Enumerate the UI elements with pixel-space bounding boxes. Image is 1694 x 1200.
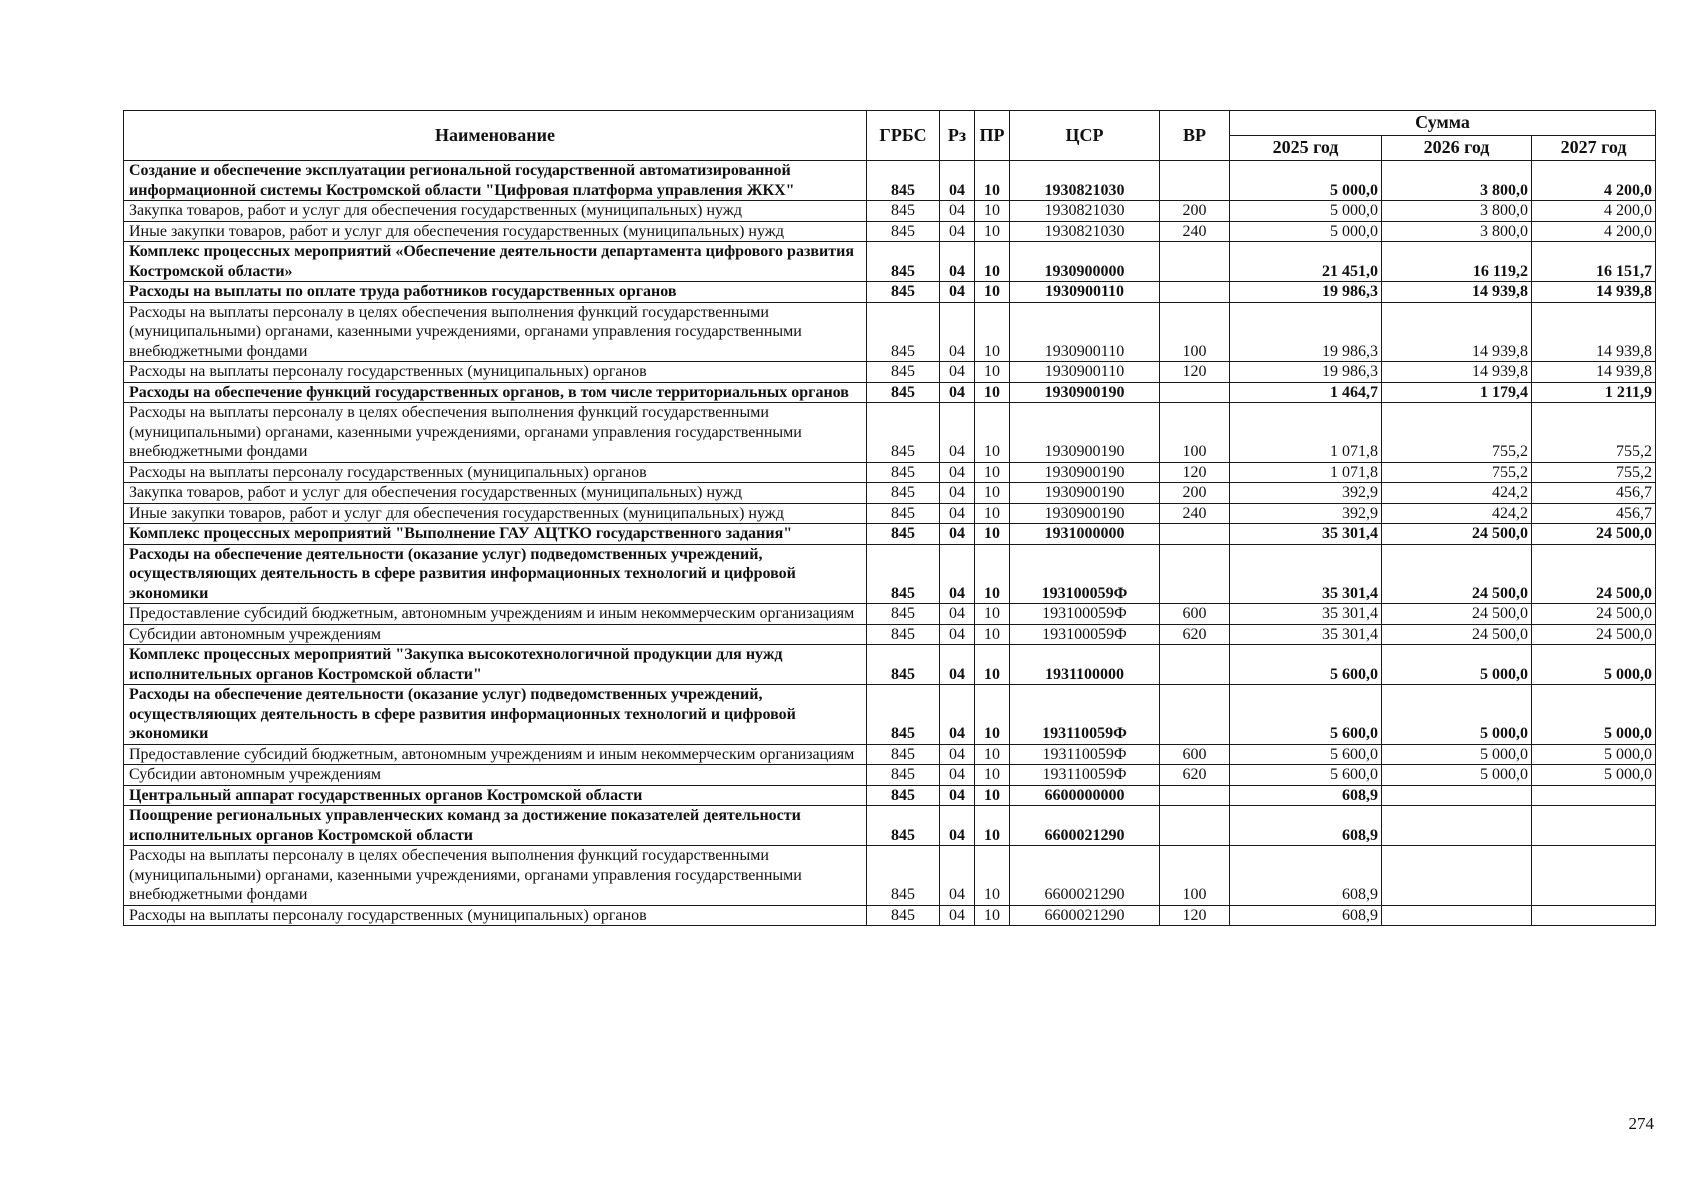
- cell-rz: 04: [940, 604, 975, 625]
- cell-sum-2026: [1382, 806, 1532, 846]
- cell-sum-2026: 3 800,0: [1382, 161, 1532, 201]
- cell-csr: 1930821030: [1010, 161, 1160, 201]
- cell-grbs: 845: [867, 382, 940, 403]
- cell-pr: 10: [975, 362, 1010, 383]
- cell-sum-2025: 392,9: [1230, 483, 1382, 504]
- cell-csr: 193100059Ф: [1010, 544, 1160, 604]
- cell-vr: [1160, 785, 1230, 806]
- cell-vr: 600: [1160, 744, 1230, 765]
- cell-rz: 04: [940, 382, 975, 403]
- cell-sum-2025: 392,9: [1230, 503, 1382, 524]
- cell-name: Расходы на обеспечение деятельности (оказание услуг) подведомственных учреждений, осуществляющих деятельность в сфере развития информационных технологий и цифровой экономики: [124, 685, 867, 745]
- cell-pr: 10: [975, 242, 1010, 282]
- table-row: [124, 765, 1656, 786]
- cell-rz: 04: [940, 161, 975, 201]
- cell-sum-2026: 755,2: [1382, 403, 1532, 463]
- cell-rz: 04: [940, 302, 975, 362]
- cell-vr: [1160, 161, 1230, 201]
- cell-csr: 1930900190: [1010, 503, 1160, 524]
- cell-sum-2027: 24 500,0: [1532, 524, 1656, 545]
- cell-sum-2026: 24 500,0: [1382, 524, 1532, 545]
- cell-rz: 04: [940, 362, 975, 383]
- cell-grbs: 845: [867, 744, 940, 765]
- table-row: [124, 362, 1656, 383]
- cell-rz: 04: [940, 785, 975, 806]
- cell-sum-2027: [1532, 846, 1656, 906]
- cell-vr: 100: [1160, 302, 1230, 362]
- cell-sum-2027: 5 000,0: [1532, 685, 1656, 745]
- header-pr: ПР: [975, 111, 1010, 161]
- cell-grbs: 845: [867, 483, 940, 504]
- cell-sum-2025: 5 600,0: [1230, 645, 1382, 685]
- table-row: [124, 302, 1656, 362]
- cell-rz: 04: [940, 201, 975, 222]
- cell-sum-2026: [1382, 846, 1532, 906]
- cell-grbs: 845: [867, 462, 940, 483]
- cell-pr: 10: [975, 624, 1010, 645]
- cell-csr: 1930900190: [1010, 403, 1160, 463]
- cell-vr: 120: [1160, 462, 1230, 483]
- cell-vr: 100: [1160, 403, 1230, 463]
- cell-grbs: 845: [867, 645, 940, 685]
- cell-sum-2026: 14 939,8: [1382, 362, 1532, 383]
- cell-sum-2027: 5 000,0: [1532, 744, 1656, 765]
- cell-name: Поощрение региональных управленческих команд за достижение показателей деятельности исполнительных органов Костромской области: [124, 806, 867, 846]
- cell-grbs: 845: [867, 785, 940, 806]
- cell-pr: 10: [975, 382, 1010, 403]
- header-grbs: ГРБС: [867, 111, 940, 161]
- cell-csr: 1930821030: [1010, 221, 1160, 242]
- cell-rz: 04: [940, 524, 975, 545]
- cell-csr: 1931100000: [1010, 645, 1160, 685]
- cell-csr: 1930900110: [1010, 282, 1160, 303]
- cell-pr: 10: [975, 503, 1010, 524]
- cell-name: Предоставление субсидий бюджетным, автономным учреждениям и иным некоммерческим организациям: [124, 744, 867, 765]
- header-vr: ВР: [1160, 111, 1230, 161]
- cell-sum-2025: 1 071,8: [1230, 462, 1382, 483]
- cell-vr: 120: [1160, 362, 1230, 383]
- cell-name: Комплекс процессных мероприятий «Обеспечение деятельности департамента цифрового развития Костромской области»: [124, 242, 867, 282]
- cell-vr: [1160, 282, 1230, 303]
- cell-pr: 10: [975, 645, 1010, 685]
- cell-sum-2027: 24 500,0: [1532, 544, 1656, 604]
- cell-name: Иные закупки товаров, работ и услуг для обеспечения государственных (муниципальных) нужд: [124, 503, 867, 524]
- cell-sum-2026: [1382, 905, 1532, 926]
- cell-csr: 1931000000: [1010, 524, 1160, 545]
- cell-grbs: 845: [867, 806, 940, 846]
- cell-csr: 1930900190: [1010, 462, 1160, 483]
- cell-sum-2025: 5 000,0: [1230, 201, 1382, 222]
- cell-sum-2026: 14 939,8: [1382, 302, 1532, 362]
- table-row: [124, 785, 1656, 806]
- cell-rz: 04: [940, 806, 975, 846]
- cell-csr: 6600021290: [1010, 806, 1160, 846]
- cell-sum-2025: 21 451,0: [1230, 242, 1382, 282]
- cell-vr: 120: [1160, 905, 1230, 926]
- cell-pr: 10: [975, 302, 1010, 362]
- cell-name: Центральный аппарат государственных органов Костромской области: [124, 785, 867, 806]
- cell-sum-2027: [1532, 806, 1656, 846]
- cell-sum-2026: 16 119,2: [1382, 242, 1532, 282]
- table-row: [124, 645, 1656, 685]
- cell-sum-2025: 1 464,7: [1230, 382, 1382, 403]
- cell-sum-2027: 456,7: [1532, 503, 1656, 524]
- cell-name: Закупка товаров, работ и услуг для обеспечения государственных (муниципальных) нужд: [124, 201, 867, 222]
- cell-sum-2026: 755,2: [1382, 462, 1532, 483]
- cell-sum-2027: 755,2: [1532, 403, 1656, 463]
- table-row: [124, 282, 1656, 303]
- cell-sum-2025: 5 000,0: [1230, 221, 1382, 242]
- budget-table: [123, 110, 1656, 926]
- cell-rz: 04: [940, 685, 975, 745]
- cell-csr: 6600000000: [1010, 785, 1160, 806]
- header-rz: Рз: [940, 111, 975, 161]
- cell-sum-2025: 19 986,3: [1230, 362, 1382, 383]
- cell-sum-2027: 5 000,0: [1532, 765, 1656, 786]
- cell-rz: 04: [940, 765, 975, 786]
- cell-name: Иные закупки товаров, работ и услуг для обеспечения государственных (муниципальных) нужд: [124, 221, 867, 242]
- cell-csr: 193110059Ф: [1010, 765, 1160, 786]
- cell-sum-2027: 456,7: [1532, 483, 1656, 504]
- cell-grbs: 845: [867, 161, 940, 201]
- cell-csr: 193100059Ф: [1010, 604, 1160, 625]
- table-row: [124, 685, 1656, 745]
- cell-csr: 6600021290: [1010, 846, 1160, 906]
- cell-csr: 6600021290: [1010, 905, 1160, 926]
- cell-sum-2026: 424,2: [1382, 503, 1532, 524]
- cell-sum-2025: 35 301,4: [1230, 624, 1382, 645]
- cell-name: Расходы на обеспечение деятельности (оказание услуг) подведомственных учреждений, осуществляющих деятельность в сфере развития информационных технологий и цифровой экономики: [124, 544, 867, 604]
- cell-name: Создание и обеспечение эксплуатации региональной государственной автоматизированной информационной системы Костромской области "Цифровая платформа управления ЖКХ": [124, 161, 867, 201]
- cell-grbs: 845: [867, 905, 940, 926]
- cell-vr: 620: [1160, 765, 1230, 786]
- cell-pr: 10: [975, 685, 1010, 745]
- cell-sum-2026: 3 800,0: [1382, 221, 1532, 242]
- cell-sum-2025: 19 986,3: [1230, 302, 1382, 362]
- cell-csr: 1930900000: [1010, 242, 1160, 282]
- cell-pr: 10: [975, 765, 1010, 786]
- cell-pr: 10: [975, 524, 1010, 545]
- cell-rz: 04: [940, 905, 975, 926]
- cell-grbs: 845: [867, 362, 940, 383]
- cell-grbs: 845: [867, 604, 940, 625]
- table-row: [124, 524, 1656, 545]
- cell-sum-2027: 1 211,9: [1532, 382, 1656, 403]
- cell-grbs: 845: [867, 544, 940, 604]
- cell-name: Комплекс процессных мероприятий "Выполнение ГАУ АЦТКО государственного задания": [124, 524, 867, 545]
- cell-sum-2027: 14 939,8: [1532, 362, 1656, 383]
- cell-sum-2027: 755,2: [1532, 462, 1656, 483]
- cell-csr: 193110059Ф: [1010, 744, 1160, 765]
- cell-sum-2027: 16 151,7: [1532, 242, 1656, 282]
- cell-sum-2025: 35 301,4: [1230, 544, 1382, 604]
- cell-rz: 04: [940, 645, 975, 685]
- cell-vr: 200: [1160, 201, 1230, 222]
- cell-grbs: 845: [867, 846, 940, 906]
- cell-sum-2026: [1382, 785, 1532, 806]
- cell-name: Субсидии автономным учреждениям: [124, 624, 867, 645]
- cell-name: Расходы на выплаты персоналу в целях обеспечения выполнения функций государственными (муниципальными) органами, казенными учреждениями, органами управления государственными внебюджетными фондами: [124, 302, 867, 362]
- cell-vr: 240: [1160, 221, 1230, 242]
- cell-sum-2026: 24 500,0: [1382, 604, 1532, 625]
- cell-rz: 04: [940, 846, 975, 906]
- table-row: [124, 403, 1656, 463]
- cell-grbs: 845: [867, 302, 940, 362]
- cell-sum-2027: 24 500,0: [1532, 624, 1656, 645]
- cell-csr: 193110059Ф: [1010, 685, 1160, 745]
- cell-sum-2025: 35 301,4: [1230, 524, 1382, 545]
- cell-sum-2026: 424,2: [1382, 483, 1532, 504]
- cell-sum-2026: 5 000,0: [1382, 744, 1532, 765]
- header-year-2026: 2026 год: [1382, 136, 1532, 161]
- cell-grbs: 845: [867, 765, 940, 786]
- cell-csr: 1930900110: [1010, 362, 1160, 383]
- cell-name: Расходы на выплаты персоналу государственных (муниципальных) органов: [124, 905, 867, 926]
- cell-sum-2027: 14 939,8: [1532, 282, 1656, 303]
- cell-sum-2026: 1 179,4: [1382, 382, 1532, 403]
- cell-grbs: 845: [867, 221, 940, 242]
- cell-sum-2027: 4 200,0: [1532, 201, 1656, 222]
- cell-grbs: 845: [867, 524, 940, 545]
- cell-sum-2025: 608,9: [1230, 846, 1382, 906]
- cell-pr: 10: [975, 403, 1010, 463]
- cell-grbs: 845: [867, 624, 940, 645]
- cell-pr: 10: [975, 282, 1010, 303]
- table-row: [124, 382, 1656, 403]
- cell-csr: 1930900110: [1010, 302, 1160, 362]
- cell-rz: 04: [940, 462, 975, 483]
- cell-pr: 10: [975, 744, 1010, 765]
- cell-pr: 10: [975, 604, 1010, 625]
- cell-vr: 620: [1160, 624, 1230, 645]
- cell-csr: 193100059Ф: [1010, 624, 1160, 645]
- table-body: [124, 161, 1656, 926]
- cell-sum-2025: 608,9: [1230, 785, 1382, 806]
- cell-sum-2026: 5 000,0: [1382, 765, 1532, 786]
- table-row: [124, 624, 1656, 645]
- table-row: [124, 905, 1656, 926]
- cell-name: Предоставление субсидий бюджетным, автономным учреждениям и иным некоммерческим организациям: [124, 604, 867, 625]
- cell-vr: 600: [1160, 604, 1230, 625]
- cell-rz: 04: [940, 544, 975, 604]
- cell-sum-2026: 14 939,8: [1382, 282, 1532, 303]
- cell-vr: [1160, 524, 1230, 545]
- cell-rz: 04: [940, 744, 975, 765]
- cell-rz: 04: [940, 282, 975, 303]
- cell-vr: [1160, 242, 1230, 282]
- cell-pr: 10: [975, 785, 1010, 806]
- cell-pr: 10: [975, 806, 1010, 846]
- table-row: [124, 242, 1656, 282]
- cell-sum-2027: 4 200,0: [1532, 221, 1656, 242]
- cell-name: Субсидии автономным учреждениям: [124, 765, 867, 786]
- cell-name: Закупка товаров, работ и услуг для обеспечения государственных (муниципальных) нужд: [124, 483, 867, 504]
- cell-name: Расходы на выплаты персоналу в целях обеспечения выполнения функций государственными (муниципальными) органами, казенными учреждениями, органами управления государственными внебюджетными фондами: [124, 846, 867, 906]
- cell-grbs: 845: [867, 201, 940, 222]
- cell-vr: [1160, 382, 1230, 403]
- cell-sum-2025: 5 600,0: [1230, 744, 1382, 765]
- cell-sum-2026: 5 000,0: [1382, 645, 1532, 685]
- cell-sum-2025: 608,9: [1230, 806, 1382, 846]
- cell-sum-2026: 5 000,0: [1382, 685, 1532, 745]
- table-row: [124, 604, 1656, 625]
- cell-sum-2025: 5 000,0: [1230, 161, 1382, 201]
- header-csr: ЦСР: [1010, 111, 1160, 161]
- cell-pr: 10: [975, 905, 1010, 926]
- table-row: [124, 161, 1656, 201]
- page-number: 274: [1628, 1114, 1654, 1133]
- cell-vr: 200: [1160, 483, 1230, 504]
- table-row: [124, 503, 1656, 524]
- cell-grbs: 845: [867, 242, 940, 282]
- cell-sum-2027: 14 939,8: [1532, 302, 1656, 362]
- cell-pr: 10: [975, 161, 1010, 201]
- cell-sum-2026: 24 500,0: [1382, 624, 1532, 645]
- table-row: [124, 462, 1656, 483]
- cell-sum-2027: 24 500,0: [1532, 604, 1656, 625]
- cell-rz: 04: [940, 221, 975, 242]
- cell-sum-2027: [1532, 785, 1656, 806]
- cell-pr: 10: [975, 483, 1010, 504]
- cell-csr: 1930900190: [1010, 483, 1160, 504]
- cell-grbs: 845: [867, 685, 940, 745]
- cell-csr: 1930821030: [1010, 201, 1160, 222]
- cell-vr: 240: [1160, 503, 1230, 524]
- cell-csr: 1930900190: [1010, 382, 1160, 403]
- cell-grbs: 845: [867, 282, 940, 303]
- cell-name: Расходы на обеспечение функций государственных органов, в том числе территориальных органов: [124, 382, 867, 403]
- cell-rz: 04: [940, 483, 975, 504]
- cell-name: Расходы на выплаты по оплате труда работников государственных органов: [124, 282, 867, 303]
- cell-name: Расходы на выплаты персоналу государственных (муниципальных) органов: [124, 462, 867, 483]
- table-row: [124, 846, 1656, 906]
- table-row: [124, 806, 1656, 846]
- cell-sum-2025: 35 301,4: [1230, 604, 1382, 625]
- header-name: Наименование: [124, 111, 867, 161]
- cell-vr: 100: [1160, 846, 1230, 906]
- budget-table-sheet: [123, 110, 1655, 926]
- cell-sum-2027: [1532, 905, 1656, 926]
- cell-sum-2027: 5 000,0: [1532, 645, 1656, 685]
- table-row: [124, 221, 1656, 242]
- cell-vr: [1160, 645, 1230, 685]
- cell-sum-2025: 1 071,8: [1230, 403, 1382, 463]
- cell-grbs: 845: [867, 403, 940, 463]
- cell-pr: 10: [975, 462, 1010, 483]
- cell-pr: 10: [975, 221, 1010, 242]
- cell-rz: 04: [940, 624, 975, 645]
- cell-pr: 10: [975, 201, 1010, 222]
- cell-sum-2025: 5 600,0: [1230, 685, 1382, 745]
- cell-sum-2025: 5 600,0: [1230, 765, 1382, 786]
- cell-pr: 10: [975, 846, 1010, 906]
- table-row: [124, 744, 1656, 765]
- cell-vr: [1160, 544, 1230, 604]
- cell-vr: [1160, 806, 1230, 846]
- cell-sum-2025: 608,9: [1230, 905, 1382, 926]
- cell-vr: [1160, 685, 1230, 745]
- cell-grbs: 845: [867, 503, 940, 524]
- header-year-2027: 2027 год: [1532, 136, 1656, 161]
- cell-sum-2026: 3 800,0: [1382, 201, 1532, 222]
- cell-pr: 10: [975, 544, 1010, 604]
- cell-name: Комплекс процессных мероприятий "Закупка высокотехнологичной продукции для нужд исполнительных органов Костромской области": [124, 645, 867, 685]
- table-row: [124, 544, 1656, 604]
- header-sum: Сумма: [1230, 111, 1656, 136]
- header-year-2025: 2025 год: [1230, 136, 1382, 161]
- table-row: [124, 201, 1656, 222]
- cell-sum-2027: 4 200,0: [1532, 161, 1656, 201]
- cell-rz: 04: [940, 242, 975, 282]
- table-header: [124, 111, 1656, 161]
- cell-name: Расходы на выплаты персоналу государственных (муниципальных) органов: [124, 362, 867, 383]
- cell-rz: 04: [940, 403, 975, 463]
- cell-rz: 04: [940, 503, 975, 524]
- cell-sum-2025: 19 986,3: [1230, 282, 1382, 303]
- table-row: [124, 483, 1656, 504]
- cell-name: Расходы на выплаты персоналу в целях обеспечения выполнения функций государственными (муниципальными) органами, казенными учреждениями, органами управления государственными внебюджетными фондами: [124, 403, 867, 463]
- cell-sum-2026: 24 500,0: [1382, 544, 1532, 604]
